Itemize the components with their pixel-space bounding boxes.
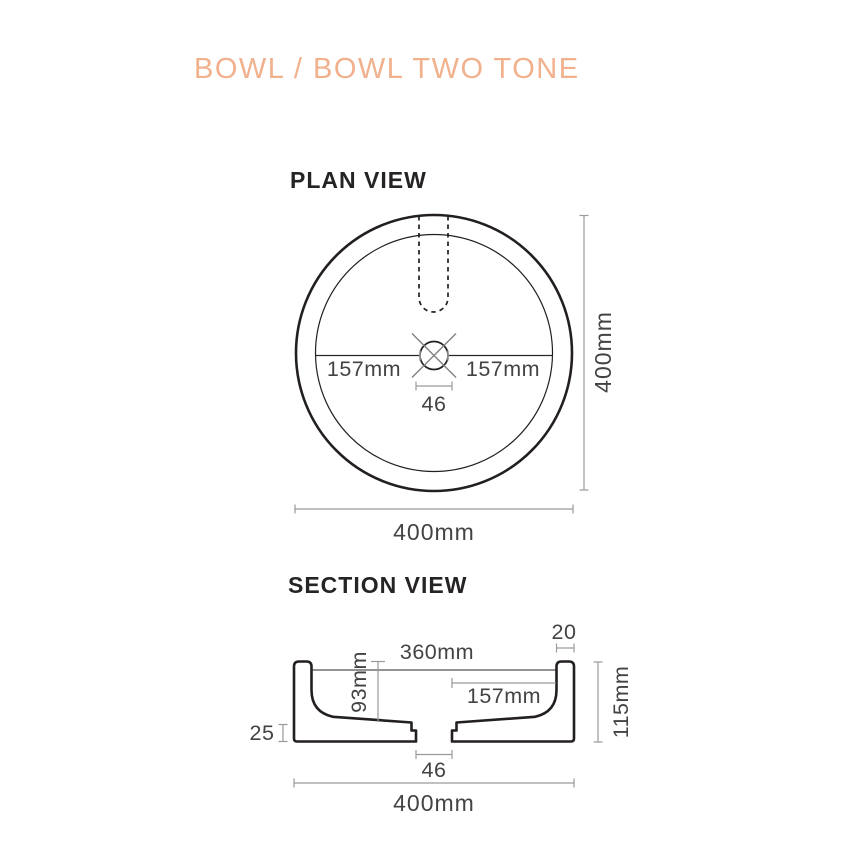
section-dim-overall-height: [594, 662, 634, 742]
section-dim-centre-to-wall: [452, 678, 556, 708]
plan-view-drawing: [295, 215, 616, 545]
section-dim-overall-width: [294, 779, 574, 817]
section-dim-base-thickness-label: 25: [249, 721, 275, 745]
plan-dim-overall-width: [295, 505, 573, 546]
section-dim-base-thickness: [250, 721, 288, 745]
plan-dim-left-radius: 157mm: [326, 357, 402, 381]
section-view-drawing: [250, 620, 633, 816]
tap-hole-dashed-outline: [419, 216, 448, 312]
section-dim-overall-height-label: 115mm: [609, 665, 633, 739]
plan-dim-drain-label: 46: [421, 392, 447, 416]
section-dim-rim-thickness: [552, 620, 577, 653]
plan-view-label: PLAN VIEW: [290, 167, 427, 193]
section-dim-drain-label: 46: [421, 758, 447, 782]
section-dim-inner-width-label: 360mm: [399, 640, 475, 664]
plan-dim-overall-height: [580, 216, 617, 491]
section-dim-centre-to-wall-label: 157mm: [466, 684, 542, 708]
plan-dim-overall-height-label: 400mm: [590, 311, 616, 393]
section-dim-overall-width-label: 400mm: [393, 790, 475, 816]
section-dim-rim-thickness-label: 20: [551, 620, 577, 644]
page-title: BOWL / BOWL TWO TONE: [194, 53, 580, 85]
section-view-label: SECTION VIEW: [288, 572, 468, 598]
plan-dim-right-radius: 157mm: [465, 357, 541, 381]
section-dim-drain: [416, 750, 452, 782]
plan-dim-drain: [416, 382, 452, 417]
section-dim-bowl-depth-label: 93mm: [347, 651, 371, 713]
plan-dim-overall-width-label: 400mm: [393, 519, 475, 545]
section-dim-bowl-depth: [347, 651, 385, 722]
